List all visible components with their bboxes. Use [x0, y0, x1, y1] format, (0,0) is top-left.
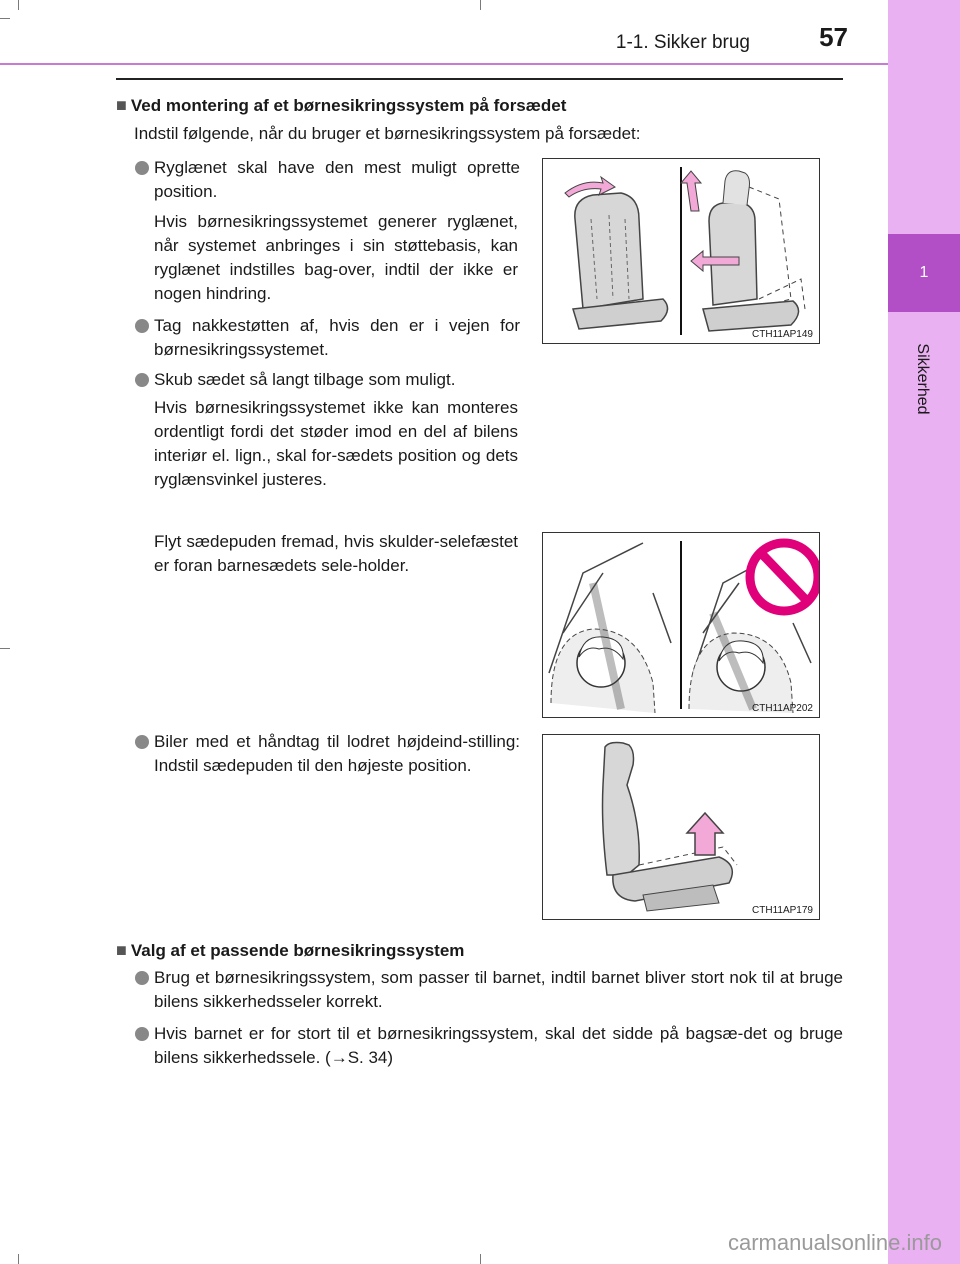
- heading-choose-seat: [116, 940, 464, 961]
- figure-code: CTH11AP149: [752, 329, 813, 340]
- crop-mark: [0, 648, 10, 649]
- bullet-slide-seat: [154, 368, 520, 392]
- square-bullet-icon: ■: [116, 940, 127, 960]
- intro-text: Indstil følgende, når du bruger et børnesikringssystem på forsædet:: [134, 124, 641, 143]
- bullet-headrest: [154, 314, 520, 362]
- section-title: 1-1. Sikker brug: [615, 32, 750, 53]
- bullet-icon: [135, 971, 149, 985]
- header-rule: [0, 63, 888, 65]
- chapter-number: 1: [888, 234, 960, 312]
- bullet-too-big: [154, 1022, 843, 1070]
- bullet-height-lever: [154, 730, 520, 778]
- bullet-icon: [135, 735, 149, 749]
- bullet-text: Brug et børnesikringssystem, som passer til barnet, indtil barnet bliver stort nok til at bruge bilens sikkerhedsseler korrekt.: [154, 968, 843, 1011]
- heading-text: Valg af et passende børnesikringssystem: [130, 941, 465, 960]
- figure-seat-adjust: [542, 158, 820, 344]
- note-seatback: Hvis børnesikringssystemet generer ryglænet, når systemet anbringes i sin støttebasis, kan ryglænet indstilles bag-over, indtil der ikke er nogen hindring.: [154, 212, 518, 303]
- crop-mark: [0, 18, 10, 19]
- bullet-icon: [135, 1027, 149, 1041]
- figure-child-belt: [542, 532, 820, 718]
- bullet-text: Skub sædet så langt tilbage som muligt.: [154, 370, 456, 389]
- bullet-text: Biler med et håndtag til lodret højdeind-stilling: Indstil sædepuden til den højeste position.: [154, 732, 520, 775]
- chapter-tab[interactable]: [888, 0, 960, 1264]
- seat-adjust-illustration: [543, 159, 819, 343]
- bullet-text: Tag nakkestøtten af, hvis den er i vejen for børnesikringssystemet.: [154, 316, 520, 359]
- page-number: 57: [819, 22, 848, 52]
- watermark: carmanualsonline.info: [727, 1230, 942, 1255]
- crop-mark: [18, 0, 19, 10]
- note-cushion: Flyt sædepuden fremad, hvis skulder-selefæstet er foran barnesædets sele-holder.: [154, 532, 518, 575]
- crop-mark: [18, 1254, 19, 1264]
- bullet-icon: [135, 161, 149, 175]
- heading-text: Ved montering af et børnesikringssystem på forsædet: [130, 96, 567, 115]
- bullet-text: Hvis barnet er for stort til et børnesikringssystem, skal det sidde på bagsæ-det og bruge bilens sikkerhedssele. (→S. 34): [154, 1024, 843, 1067]
- bullet-icon: [135, 319, 149, 333]
- seat-height-illustration: [543, 735, 819, 919]
- crop-mark: [480, 1254, 481, 1264]
- figure-code: CTH11AP202: [752, 703, 813, 714]
- figure-code: CTH11AP179: [752, 905, 813, 916]
- bullet-text: Ryglænet skal have den mest muligt oprette position.: [154, 158, 520, 201]
- content-rule: [116, 78, 843, 80]
- child-belt-illustration: [543, 533, 819, 717]
- square-bullet-icon: ■: [116, 95, 127, 115]
- note-interior: Hvis børnesikringssystemet ikke kan monteres ordentligt fordi det støder imod en del af bilens interiør el. lign., skal for-sædets position og dets ryglænsvinkel justeres.: [154, 398, 518, 489]
- heading-front-seat: [116, 95, 566, 116]
- crop-mark: [480, 0, 481, 10]
- bullet-icon: [135, 373, 149, 387]
- figure-seat-height: [542, 734, 820, 920]
- bullet-seatback: [154, 156, 520, 204]
- bullet-fit-child: [154, 966, 843, 1014]
- chapter-title: Sikkerhed: [914, 343, 931, 415]
